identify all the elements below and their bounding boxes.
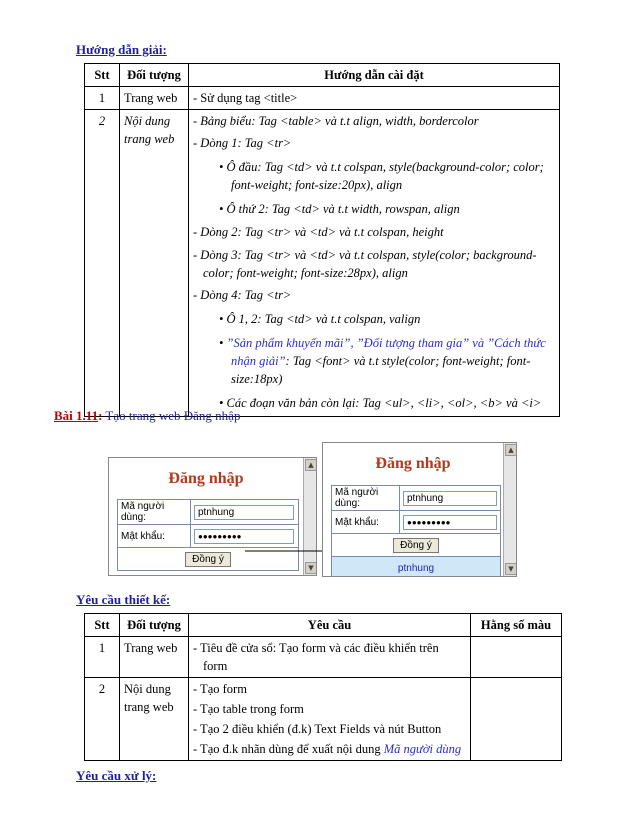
exercise-text: Tạo trang web Đăng nhập [102,408,241,423]
exercise-number: Bài 1.11 [54,408,99,423]
cell-object: Nội dung trang web [120,678,189,761]
scroll-up-icon[interactable]: ▲ [505,444,517,456]
scroll-down-icon[interactable]: ▼ [305,562,317,574]
submit-button[interactable]: Đồng ý [393,538,439,553]
col-header-guide: Hướng dẫn cài đặt [189,64,560,87]
col-header-color: Hằng số màu [471,614,562,637]
username-input[interactable]: ptnhung [403,491,497,506]
scroll-up-icon[interactable]: ▲ [305,459,317,471]
scroll-down-icon[interactable]: ▼ [505,563,517,575]
guide-bullet: • Ô 1, 2: Tag <td> và t.t colspan, valign [219,312,421,326]
password-input[interactable]: ●●●●●●●●● [194,529,294,544]
guide-line: - Bảng biểu: Tag <table> và t.t align, width, bordercolor [193,114,479,128]
col-header-object: Đối tượng [120,614,189,637]
cell-guide: - Sử dụng tag <title> [189,87,560,110]
requirement-line: - Tạo form [193,682,247,696]
login-form-table [117,499,299,571]
guide-bullet: • ”Sản phẩm khuyến mãi”, ”Đối tượng tham gia” và ”Cách thức nhận giải”: Tag <font> và t.t style(color; font-weight; font-size:18px) [219,336,546,386]
cell-guide [189,110,560,417]
cell-requirement [189,678,471,761]
guide-highlight: ”Sản phẩm khuyến mãi”, ”Đối tượng tham gia” và ”Cách thức nhận giải” [226,336,546,368]
guide-line: - Dòng 3: Tag <tr> và <td> và t.t colspan, style(color; background-color; font-weight; font-size:28px), align [193,248,537,280]
guide-bullet: • Ô thứ 2: Tag <td> và t.t width, rowspan, align [219,202,460,216]
submit-button[interactable]: Đồng ý [185,552,231,567]
table-row [85,678,562,761]
password-label: Mật khẩu: [118,525,191,548]
requirement-text: - Tạo đ.k nhãn dùng để xuất nội dung [193,742,384,756]
section-heading-processing: Yêu cầu xử lý: [76,768,157,783]
cell-object: Nội dung trang web [120,110,189,417]
scrollbar[interactable] [503,443,516,576]
cell-stt: 2 [85,678,120,761]
guide-line: - Dòng 2: Tag <tr> và <td> và t.t colspan, height [193,225,444,239]
col-header-requirement: Yêu cầu [189,614,471,637]
scrollbar[interactable] [303,458,316,575]
cell-color [471,678,562,761]
exercise-title [54,408,240,424]
col-header-object: Đối tượng [120,64,189,87]
cell-stt: 2 [85,110,120,417]
table-row [85,637,562,678]
password-label: Mật khẩu: [332,511,400,534]
section-heading-design: Yêu cầu thiết kế: [76,592,171,607]
login-screenshot-before [108,457,317,576]
login-screenshot-after [322,442,517,577]
cell-stt: 1 [85,637,120,678]
table-row [85,110,560,417]
form-title: Đăng nhập [375,455,451,472]
guide-table [84,63,560,417]
guide-line: - Dòng 1: Tag <tr> [193,136,292,150]
requirement-line: - Tạo table trong form [193,702,304,716]
login-form-table [331,485,501,577]
col-header-stt: Stt [85,64,120,87]
form-title: Đăng nhập [168,470,244,487]
cell-object: Trang web [120,87,189,110]
requirement-highlight: Mã người dùng [383,742,462,756]
requirement-line: - Tạo 2 điều khiển (đ.k) Text Fields và nút Button [193,722,442,736]
exercise-colon: : [98,408,103,423]
password-input[interactable]: ●●●●●●●●● [403,515,497,530]
cell-color [471,637,562,678]
cell-stt: 1 [85,87,120,110]
username-label: Mã người dùng: [118,500,191,525]
guide-bullet: • Các đoạn văn bản còn lại: Tag <ul>, <li>, <ol>, <b> và <i> [219,396,542,410]
guide-bullet: • Ô đầu: Tag <td> và t.t colspan, style(background-color; color; font-weight; font-size:20px), align [219,160,544,192]
design-table [84,613,562,761]
requirement-line [193,740,466,758]
output-label: ptnhung [332,557,501,578]
cell-object: Trang web [120,637,189,678]
table-row [85,87,560,110]
username-label: Mã người dùng: [332,486,400,511]
cell-requirement: - Tiêu đề cửa sổ: Tạo form và các điều khiển trên form [189,637,471,678]
section-heading-guide: Hướng dẫn giải: [76,42,167,57]
guide-text: : Tag <font> và t.t style(color; font-weight; font-size:18px) [231,354,531,386]
col-header-stt: Stt [85,614,120,637]
guide-line: - Dòng 4: Tag <tr> [193,288,292,302]
username-input[interactable]: ptnhung [194,505,294,520]
